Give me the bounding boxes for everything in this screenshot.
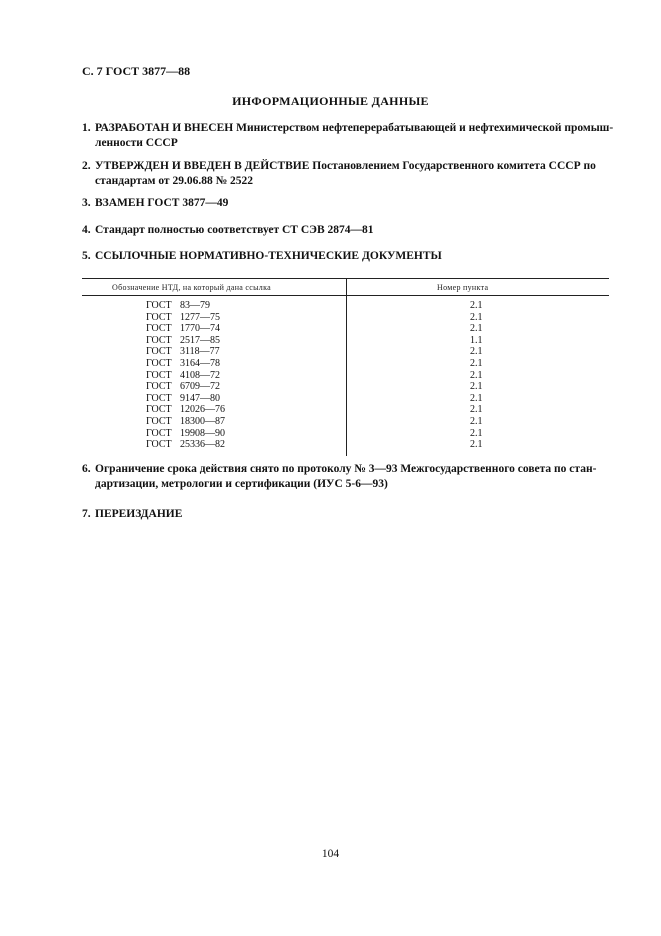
- item-number: 5.: [82, 250, 91, 262]
- cell-clause: 2.1: [470, 381, 483, 393]
- cell-doc-number: 1770—74: [180, 323, 220, 335]
- cell-gost-prefix: ГОСТ: [146, 439, 172, 451]
- cell-clause: 2.1: [470, 392, 483, 404]
- table-row: [82, 323, 609, 335]
- cell-doc-number: 18300—87: [180, 416, 225, 427]
- item-lead: ПЕРЕИЗДАНИЕ: [95, 508, 183, 520]
- item-text: [95, 507, 622, 522]
- item-number: 1.: [82, 122, 91, 134]
- page-number: 104: [321, 848, 340, 860]
- cell-doc-number: 9147—80: [180, 392, 220, 404]
- table-row: [82, 370, 609, 382]
- cell-gost-prefix: ГОСТ: [146, 427, 172, 439]
- cell-clause: 2.1: [470, 300, 483, 311]
- item-number: 7.: [82, 508, 91, 520]
- cell-doc-number: 25336—82: [180, 439, 225, 451]
- cell-designation: [146, 439, 225, 450]
- cell-clause: 2.1: [470, 358, 483, 369]
- cell-gost-prefix: ГОСТ: [146, 346, 172, 358]
- cell-doc-number: 83—79: [180, 300, 210, 311]
- item-line: Министерством нефтеперерабатывающей и нефтехимической промыш-: [233, 122, 614, 134]
- cell-doc-number: 3118—77: [180, 346, 220, 358]
- item-lead: Стандарт полностью соответствует СТ СЭВ 2874—81: [95, 224, 374, 236]
- item-text: [95, 121, 622, 151]
- cell-clause: 2.1: [470, 439, 483, 451]
- table-row: [82, 358, 609, 370]
- item-lead: ВЗАМЕН ГОСТ 3877—49: [95, 197, 229, 209]
- info-item-2: [82, 159, 622, 189]
- table-row: [82, 312, 609, 324]
- table-row: [82, 404, 609, 416]
- cell-designation: [146, 346, 220, 357]
- cell-gost-prefix: ГОСТ: [146, 358, 172, 369]
- table-row: [82, 381, 609, 393]
- table-header-clause: Номер пункта: [437, 283, 489, 292]
- item-line: Постановлением Государственного комитета СССР по: [309, 160, 596, 172]
- cell-clause: 2.1: [470, 369, 483, 381]
- table-row: [82, 439, 609, 451]
- cell-designation: [146, 358, 220, 369]
- table-row: [82, 346, 609, 358]
- cell-doc-number: 2517—85: [180, 334, 220, 346]
- item-lead: РАЗРАБОТАН И ВНЕСЕН: [95, 122, 234, 134]
- cell-gost-prefix: ГОСТ: [146, 381, 172, 393]
- cell-clause: 2.1: [470, 323, 483, 335]
- table-row: [82, 428, 609, 440]
- item-number: 6.: [82, 463, 91, 475]
- cell-gost-prefix: ГОСТ: [146, 300, 172, 311]
- section-title: ИНФОРМАЦИОННЫЕ ДАННЫЕ: [232, 94, 429, 108]
- cell-clause: 2.1: [470, 404, 483, 416]
- item-number: 3.: [82, 197, 91, 209]
- cell-gost-prefix: ГОСТ: [146, 369, 172, 381]
- item-line: стандартам от 29.06.88 № 2522: [95, 175, 254, 187]
- item-text: [95, 249, 622, 264]
- item-number: 4.: [82, 224, 91, 236]
- table-row: [82, 335, 609, 347]
- cell-designation: [146, 370, 220, 381]
- cell-clause: 2.1: [470, 427, 483, 439]
- cell-designation: [146, 312, 220, 323]
- info-item-6: [82, 462, 622, 492]
- cell-designation: [146, 300, 210, 311]
- cell-gost-prefix: ГОСТ: [146, 404, 172, 416]
- item-number: 2.: [82, 160, 91, 172]
- info-item-3: [82, 196, 622, 211]
- cell-designation: [146, 393, 220, 404]
- cell-doc-number: 4108—72: [180, 369, 220, 381]
- item-line: ленности СССР: [95, 137, 178, 149]
- item-text: [95, 159, 622, 189]
- cell-doc-number: 12026—76: [180, 404, 225, 416]
- table-header-designation: Обозначение НТД, на который дана ссылка: [112, 283, 272, 292]
- cell-designation: [146, 381, 220, 392]
- cell-doc-number: 6709—72: [180, 381, 220, 393]
- table-row: [82, 416, 609, 428]
- cell-doc-number: 19908—90: [180, 427, 225, 439]
- item-line: Ограничение срока действия снято по протоколу № 3—93 Межгосударственного совета по стан-: [95, 463, 597, 475]
- page-header: С. 7 ГОСТ 3877—88: [82, 64, 191, 78]
- table-row: [82, 393, 609, 405]
- info-item-4: [82, 223, 622, 238]
- cell-doc-number: 3164—78: [180, 358, 220, 369]
- cell-designation: [146, 323, 220, 334]
- info-item-7: [82, 507, 622, 522]
- item-lead: ССЫЛОЧНЫЕ НОРМАТИВНО-ТЕХНИЧЕСКИЕ ДОКУМЕНТЫ: [95, 250, 442, 262]
- cell-gost-prefix: ГОСТ: [146, 392, 172, 404]
- cell-clause: 2.1: [470, 416, 483, 427]
- item-line: дартизации, метрологии и сертификации (ИУС 5-6—93): [95, 478, 388, 490]
- cell-gost-prefix: ГОСТ: [146, 311, 172, 323]
- cell-designation: [146, 416, 225, 427]
- cell-designation: [146, 404, 225, 415]
- info-item-1: [82, 121, 622, 151]
- cell-gost-prefix: ГОСТ: [146, 334, 172, 346]
- item-text: [95, 196, 622, 211]
- info-item-5: [82, 249, 622, 264]
- cell-designation: [146, 335, 220, 346]
- cell-gost-prefix: ГОСТ: [146, 323, 172, 335]
- item-text: [95, 223, 622, 238]
- cell-designation: [146, 428, 225, 439]
- cell-clause: 2.1: [470, 346, 483, 358]
- item-lead: УТВЕРЖДЕН И ВВЕДЕН В ДЕЙСТВИЕ: [95, 160, 310, 172]
- cell-doc-number: 1277—75: [180, 311, 220, 323]
- cell-clause: 1.1: [470, 334, 483, 346]
- cell-clause: 2.1: [470, 311, 483, 323]
- cell-gost-prefix: ГОСТ: [146, 416, 172, 427]
- table-row: [82, 300, 609, 312]
- item-text: [95, 462, 622, 492]
